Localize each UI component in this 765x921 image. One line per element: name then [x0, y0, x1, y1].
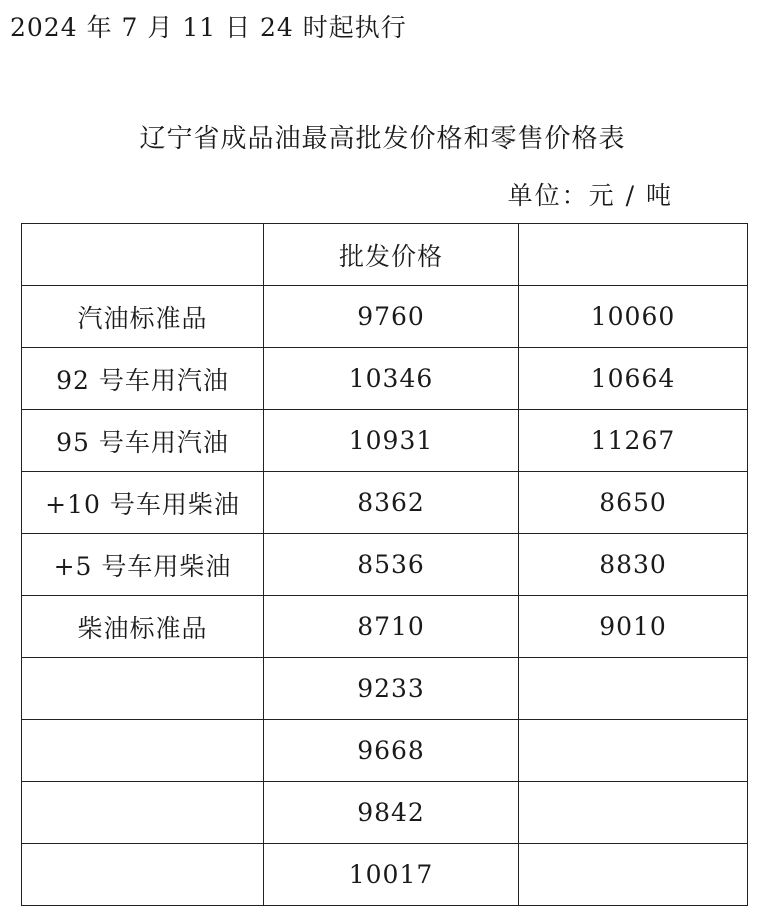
- retail-price-cell: [519, 658, 748, 720]
- product-cell: 95 号车用汽油: [22, 410, 264, 472]
- table-row: [22, 348, 748, 410]
- retail-price-cell: 9010: [519, 596, 748, 658]
- product-cell: 柴油标准品: [22, 596, 264, 658]
- price-table: [21, 223, 748, 906]
- retail-price-cell: 11267: [519, 410, 748, 472]
- header-retail: [519, 224, 748, 286]
- product-cell: [22, 720, 264, 782]
- table-row: [22, 782, 748, 844]
- wholesale-price-cell: 8710: [264, 596, 519, 658]
- wholesale-price-cell: 9842: [264, 782, 519, 844]
- retail-price-cell: [519, 720, 748, 782]
- table-row: [22, 472, 748, 534]
- wholesale-price-cell: 9233: [264, 658, 519, 720]
- header-product: [22, 224, 264, 286]
- table-row: [22, 844, 748, 906]
- table-row: [22, 286, 748, 348]
- table-header-row: [22, 224, 748, 286]
- effective-date: 2024 年 7 月 11 日 24 时起执行: [10, 13, 407, 42]
- wholesale-price-cell: 10017: [264, 844, 519, 906]
- wholesale-price-cell: 8362: [264, 472, 519, 534]
- wholesale-price-cell: 10931: [264, 410, 519, 472]
- table-body: [22, 286, 748, 906]
- product-cell: 汽油标准品: [22, 286, 264, 348]
- product-cell: 92 号车用汽油: [22, 348, 264, 410]
- product-cell: [22, 658, 264, 720]
- table-row: [22, 410, 748, 472]
- product-cell: +5 号车用柴油: [22, 534, 264, 596]
- retail-price-cell: 10060: [519, 286, 748, 348]
- table-row: [22, 720, 748, 782]
- wholesale-price-cell: 9668: [264, 720, 519, 782]
- retail-price-cell: 8830: [519, 534, 748, 596]
- document-title: 辽宁省成品油最高批发价格和零售价格表: [139, 124, 626, 154]
- product-cell: [22, 844, 264, 906]
- wholesale-price-cell: 8536: [264, 534, 519, 596]
- header-wholesale: 批发价格: [264, 224, 519, 286]
- table-row: [22, 534, 748, 596]
- retail-price-cell: [519, 844, 748, 906]
- wholesale-price-cell: 9760: [264, 286, 519, 348]
- product-cell: +10 号车用柴油: [22, 472, 264, 534]
- retail-price-cell: [519, 782, 748, 844]
- table-row: [22, 596, 748, 658]
- table-row: [22, 658, 748, 720]
- wholesale-price-cell: 10346: [264, 348, 519, 410]
- unit-label: 单位：元 / 吨: [507, 181, 673, 210]
- retail-price-cell: 10664: [519, 348, 748, 410]
- retail-price-cell: 8650: [519, 472, 748, 534]
- product-cell: [22, 782, 264, 844]
